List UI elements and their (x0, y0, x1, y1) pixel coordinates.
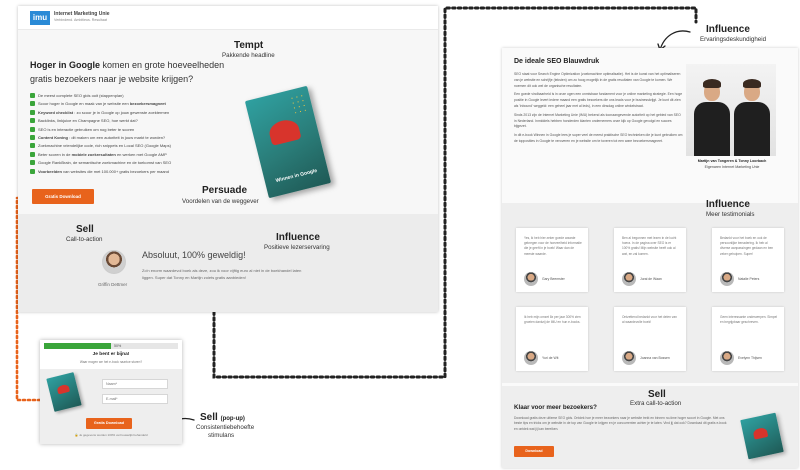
benefit-bold: Content Koning (38, 135, 68, 141)
testimonial-card (614, 307, 686, 371)
testimonial-text: Ontzettend bedankt voor het delen van al waardevolle boek! (622, 315, 677, 325)
testimonial-text: Yes, ik heb hier zeker goede waarde gekregen voor de hoeveelheid informatie die je geeft in je boek! Waar dan de meeste waarde. (524, 236, 582, 256)
testimonial-text: Ik heb mijn omzet 8x per jaar 300% zien groeien dankzij de IMU en hun e-books. (524, 315, 581, 325)
magnet-icon (267, 117, 301, 146)
intro-paragraph: Een goede vindbaarheid is in onze ogen een onmisbaar fundament voor je online marketing strategie. Een hoge positie in Google levert iedere maand een gratis bezoekers die ons leads voor je businesskrijgt. Je kunt dit zien als 'inbound' weggeld: een geheel jaar met al leds), in een dinsdag online winkelstraat. (514, 92, 683, 108)
checkmark-icon (30, 93, 35, 98)
progress-label: 50% (114, 344, 122, 348)
review-text: Zo'n enorm waardevol boek als deze, zou ik voor vijftig euro al niet in de boekhandel laten liggen. Super dat Tonny en Martijn zoiets gratis aanbieden! (142, 268, 302, 280)
benefit-item (30, 159, 235, 167)
benefit-list (30, 92, 235, 176)
annotation-sell-sub: Call-to-action (66, 236, 103, 243)
confetti-decoration (289, 93, 309, 114)
testimonial-name: Joanna van Bossen (640, 356, 670, 360)
benefit-text: : dit maken om een autoriteit in jouw markt te worden? (68, 135, 166, 141)
annotation-tempt-sub: Pakkende headline (222, 52, 275, 59)
annotation-influence-reader-sub: Positieve lezerservaring (264, 244, 330, 251)
email-field[interactable] (102, 394, 168, 404)
authors-names: Martijn van Tongeren & Tonny Loorbach (697, 159, 767, 163)
popup-form-area (40, 369, 182, 444)
benefit-item (30, 151, 235, 159)
logo-tagline: Verbindend. Ambitieus. Resultaat (54, 18, 107, 22)
page-headline (30, 58, 230, 86)
testimonial-text: Geen interessante onderwerpen. Simpel en begrijpbaar geschreven. (720, 315, 778, 325)
benefit-bold: mobiele zoekresultaten (71, 151, 116, 157)
benefit-item (30, 142, 235, 150)
annotation-persuade-sub: Voordelen van de weggever (182, 198, 259, 205)
benefit-text: Scoor hoger in Google en maak van je website een (38, 101, 130, 107)
optin-popup (40, 340, 182, 444)
benefit-item (30, 117, 235, 125)
benefit-text: Beter scoren in de (38, 151, 72, 157)
benefit-bold: Keyword checklist (38, 109, 74, 115)
checkmark-icon (30, 118, 35, 123)
checkmark-icon (30, 135, 35, 140)
benefit-text: en werken met Google AMP (115, 151, 167, 157)
testimonial-card (712, 307, 784, 371)
testimonials-section (502, 203, 798, 383)
testimonial-name: Evelynn Thijsen (738, 356, 762, 360)
testimonial-text: Bedankt voor het boek en ook de persoonlijke benadering. Ik heb al diverse aanpassingen gedaan en ben zeker geholpen. Super! (720, 236, 774, 256)
benefit-item (30, 109, 235, 117)
annotation-persuade-title: Persuade (202, 185, 248, 196)
benefit-item (30, 126, 235, 134)
imu-logo[interactable]: imu (30, 11, 50, 25)
authors-role: Eigenaren Internet Marketing Unie (704, 165, 760, 169)
annotation-influence-testimonials-title: Influence (706, 199, 750, 210)
annotation-popup-tag: (pop-up) (220, 416, 245, 422)
checkmark-icon (30, 160, 35, 165)
benefit-item (30, 100, 235, 108)
benefit-text: Google RankBrain, de semantische zoekmachine en de toekomst van SEO (38, 160, 172, 166)
progress-bar (44, 343, 178, 349)
name-field[interactable] (102, 379, 168, 389)
benefit-text: SEO is en interactie gebruiken om nog beter te scoren (38, 126, 135, 132)
annotation-influence-expert-sub: Ervaringsdeskundigheid (700, 36, 767, 43)
authors-photo (686, 64, 776, 156)
benefit-item (30, 168, 235, 176)
ebook-title: Winnen in Google (275, 167, 318, 185)
checkmark-icon (30, 169, 35, 174)
cta-text: Download gratis deze ultieme SEO gids. Ontdek hoe je meer bezoekers naar je website trekt en binnen no-time hoger scoort in Google. Met ons beste tips en tricks om je website in de top van Google te krijgen en je concurrenten achter je te laten. Vind jij dat ook? Download dit gratis e-book en ontdek wat jij kan bereiken. (514, 416, 727, 431)
popup-title: Je bent er bijna! (92, 352, 130, 357)
testimonial-avatar (720, 272, 734, 286)
testimonial-card (516, 228, 588, 292)
cta-title: Klaar voor meer bezoekers? (514, 404, 597, 411)
benefit-text: De meest complete SEO gids ooit (stappenplan) (38, 93, 124, 98)
headline-rest: komen en grote hoeveelheden gratis bezoekers naar je website krijgen? (30, 60, 225, 84)
checkmark-icon (30, 143, 35, 148)
logo-name: Internet Marketing Unie (54, 11, 110, 17)
author-figure (732, 78, 772, 156)
benefit-item (30, 92, 235, 100)
annotation-sell-popup-label: Sell (200, 412, 218, 423)
benefit-text: : zo scoor je in Google op jouw gewenste zoektermen (73, 109, 170, 115)
benefit-bold: Voorbeelden (38, 168, 62, 174)
checkmark-icon (30, 110, 35, 115)
checkmark-icon (30, 152, 35, 157)
popup-download-button[interactable]: Gratis Download (86, 418, 132, 429)
review-title: Absoluut, 100% geweldig! (142, 250, 246, 260)
annotation-influence-reader-title: Influence (276, 232, 320, 243)
testimonial-card (516, 307, 588, 371)
cta-download-button[interactable]: Download (514, 446, 554, 457)
site-header (18, 6, 438, 30)
benefit-text: van websites die met 100.000+ gratis bezoekers per maand (61, 168, 169, 174)
photo-caption (682, 158, 782, 170)
testimonial-avatar (720, 351, 734, 365)
annotation-sell-extra-title: Sell (648, 389, 666, 400)
benefit-item (30, 134, 235, 142)
checkmark-icon (30, 101, 35, 106)
testimonial-name: Natalie Peters (738, 277, 760, 281)
intro-paragraph: Sinds 2013 zijn de Internet Marketing Unie (IMU) bekend als toonaangevende autoriteit op het gebied van SEO in Nederland. Inmiddels hebben honderden klanten ondernemers onze kijk op Google gevolgd en succes bijgezet. (514, 112, 681, 129)
privacy-note: 🔒 Je gegevens worden 100% vertrouwelijk behandeld (74, 433, 148, 437)
progress-fill (44, 343, 111, 349)
testimonial-card (712, 228, 784, 292)
annotation-sell-popup-title (200, 412, 245, 423)
author-figure (692, 78, 732, 156)
checkmark-icon (30, 127, 35, 132)
annotation-influence-testimonials-sub: Meer testimonials (706, 211, 755, 218)
reviewer-avatar (102, 250, 126, 274)
testimonial-card (614, 228, 686, 292)
reviewer-name: Griffin Dettmer (98, 282, 128, 287)
testimonial-avatar (622, 351, 636, 365)
headline-bold: Hoger in Google (30, 60, 101, 70)
annotation-sell-extra-sub: Extra call-to-action (630, 400, 682, 407)
benefit-text: Zoekmachine vriendelijke code, rich snippets en Local SEO (Google Maps) (38, 143, 171, 149)
ebook-cover (245, 86, 331, 199)
testimonial-avatar (524, 272, 538, 286)
annotation-influence-expert-title: Influence (706, 24, 750, 35)
intro-paragraph: In dit e-book Winnen in Google lees je super veel de meest praktische SEO technieken die je kunt gebruiken om de topposities in Google te veroveren en je website om te toveren tot een ware bezoekersmagneet. (514, 133, 683, 143)
download-button[interactable]: Gratis Download (32, 189, 94, 204)
blueprint-intro (514, 72, 684, 148)
annotation-sell-popup-sub2: stimulans (208, 432, 235, 439)
popup-ebook-cover (46, 372, 81, 412)
privacy-text: Je gegevens worden 100% vertrouwelijk behandeld (79, 433, 148, 437)
annotation-sell-title: Sell (76, 224, 94, 235)
cta-ebook-cover (740, 413, 784, 460)
testimonial-name: Yuri de Wit (542, 356, 559, 360)
testimonial-text: Ben al begonnen met lezen in de lucht hoera. In de pagina over SEO is er 100% gratis! Mijn website heeft ook al wat, en zal komen. (622, 236, 677, 256)
intro-paragraph: SEO staat voor Search Engine Optimization (zoekmachine optimalisatie). Het is de kunst van het optimaliseren van je website en schrijfje (teksten) om zo hoog mogelijk in de gratis resultaten van Google te komen. We noemen dit ook wel de organische resultaten. (514, 72, 681, 88)
popup-subtitle: Waar mogen we het e-book naartoe sturen? (79, 360, 143, 364)
benefit-bold: bezoekersmagneet (129, 101, 166, 107)
testimonial-name: Gary Beemster (542, 277, 565, 281)
testimonial-avatar (622, 272, 636, 286)
testimonial-avatar (524, 351, 538, 365)
testimonial-name: Jurai de Waan (640, 277, 662, 281)
annotation-sell-popup-sub1: Consistentiebehoefte (196, 424, 255, 431)
blueprint-title: De ideale SEO Blauwdruk (514, 58, 600, 65)
benefit-text: Backlinks, linkjuice en Champagne SEO, hoe werkt dat? (38, 118, 138, 124)
annotation-tempt-title: Tempt (234, 40, 264, 51)
